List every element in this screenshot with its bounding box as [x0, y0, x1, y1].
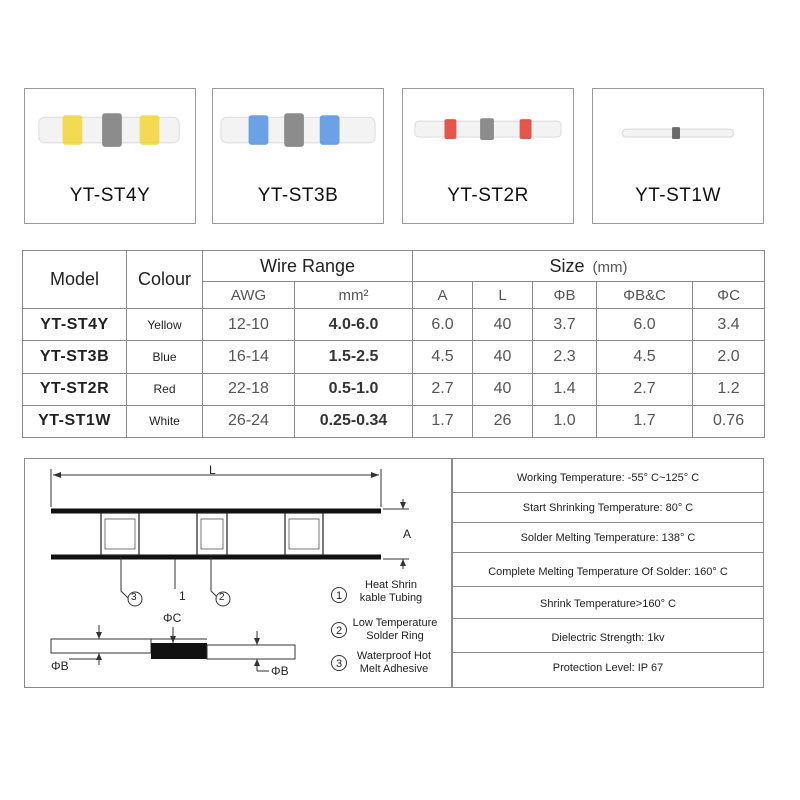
legend-text-3-line2: Melt Adhesive	[359, 663, 429, 675]
legend-text-1-line2: kable Tubing	[359, 592, 423, 604]
property-protection-level: Protection Level: IP 67	[552, 662, 664, 674]
property-working-temperature: Working Temperature: -55° C~125° C	[453, 463, 763, 493]
cell-colour: White	[127, 405, 203, 437]
cell-mm2: 1.5-2.5	[295, 341, 413, 373]
legend-text-3	[349, 650, 439, 676]
cell-awg: 22-18	[203, 373, 295, 405]
spec-table	[22, 250, 765, 438]
legend-text-3-line1: Waterproof Hot	[356, 650, 432, 662]
connector-diagram	[24, 458, 452, 688]
size-unit: (mm)	[592, 258, 628, 276]
label-phic: ΦC	[163, 611, 182, 625]
callout-3: 3	[131, 592, 137, 603]
cell-model: YT-ST4Y	[23, 309, 127, 341]
callout-1: 1	[179, 589, 186, 603]
product-name: YT-ST4Y	[69, 185, 151, 206]
legend-num-2: 2	[331, 622, 347, 638]
cell-phic: 0.76	[693, 405, 765, 437]
legend-text-1	[351, 579, 431, 605]
cell-phic: 3.4	[693, 309, 765, 341]
cell-model: YT-ST2R	[23, 373, 127, 405]
product-name: YT-ST1W	[635, 185, 721, 206]
property-complete-melting-temperature: Complete Melting Temperature Of Solder: 160° C	[453, 557, 763, 587]
product-name: YT-ST3B	[257, 185, 339, 206]
cell-a: 1.7	[413, 405, 473, 437]
cell-phib: 1.4	[533, 373, 597, 405]
cell-phibc: 2.7	[597, 373, 693, 405]
cell-mm2: 0.5-1.0	[295, 373, 413, 405]
properties-list	[452, 458, 764, 688]
product-card-st4y	[24, 88, 196, 224]
cell-awg: 12-10	[203, 309, 295, 341]
cell-awg: 26-24	[203, 405, 295, 437]
cell-l: 40	[473, 341, 533, 373]
header-a: A	[413, 282, 473, 309]
cell-a: 4.5	[413, 341, 473, 373]
header-phibc: ΦB&C	[597, 282, 693, 309]
size-label: Size	[549, 255, 585, 276]
product-photo-st3b	[213, 89, 383, 181]
cell-phibc: 4.5	[597, 341, 693, 373]
label-phib-left: ΦB	[51, 659, 69, 673]
cell-phibc: 6.0	[597, 309, 693, 341]
product-photo-st4y	[25, 89, 195, 181]
product-photo-st2r	[403, 89, 573, 181]
cell-phibc: 1.7	[597, 405, 693, 437]
product-photo-st1w	[593, 89, 763, 181]
product-card-st1w	[592, 88, 764, 224]
product-card-st3b	[212, 88, 384, 224]
property-shrink-temperature: Shrink Temperature>160° C	[453, 589, 763, 619]
cell-phib: 3.7	[533, 309, 597, 341]
label-phib-right: ΦB	[271, 664, 289, 678]
legend-text-2-line1: Low Temperature	[352, 617, 438, 629]
legend-text-2-line2: Solder Ring	[366, 630, 424, 642]
cell-colour: Blue	[127, 341, 203, 373]
label-a: A	[403, 527, 412, 541]
cell-model: YT-ST3B	[23, 341, 127, 373]
property-solder-melting-temperature: Solder Melting Temperature: 138° C	[453, 523, 763, 553]
header-phib: ΦB	[533, 282, 597, 309]
product-name: YT-ST2R	[447, 185, 529, 206]
legend-num-1: 1	[331, 587, 347, 603]
label-l: L	[209, 463, 216, 477]
header-l: L	[473, 282, 533, 309]
table-row	[23, 309, 765, 341]
legend-text-1-line1: Heat Shrin	[365, 579, 417, 591]
product-card-st2r	[402, 88, 574, 224]
cell-a: 2.7	[413, 373, 473, 405]
header-size	[413, 251, 765, 282]
header-wire-range: Wire Range	[203, 251, 413, 282]
cell-colour: Yellow	[127, 309, 203, 341]
cell-model: YT-ST1W	[23, 405, 127, 437]
legend-text-2	[347, 617, 443, 643]
cell-colour: Red	[127, 373, 203, 405]
property-start-shrinking-temperature: Start Shrinking Temperature: 80° C	[453, 493, 763, 523]
table-row	[23, 405, 765, 437]
cell-mm2: 0.25-0.34	[295, 405, 413, 437]
property-dielectric-strength: Dielectric Strength: 1kv	[453, 623, 763, 653]
cell-phib: 1.0	[533, 405, 597, 437]
cell-phib: 2.3	[533, 341, 597, 373]
table-row	[23, 341, 765, 373]
header-model: Model	[23, 251, 127, 309]
cell-l: 40	[473, 373, 533, 405]
header-phic: ΦC	[693, 282, 765, 309]
cell-a: 6.0	[413, 309, 473, 341]
cell-phic: 2.0	[693, 341, 765, 373]
callout-2: 2	[219, 592, 225, 603]
legend-num-3: 3	[331, 655, 347, 671]
cell-l: 40	[473, 309, 533, 341]
header-awg: AWG	[203, 282, 295, 309]
cell-phic: 1.2	[693, 373, 765, 405]
cell-l: 26	[473, 405, 533, 437]
cell-awg: 16-14	[203, 341, 295, 373]
table-row	[23, 373, 765, 405]
header-mm2: mm²	[295, 282, 413, 309]
header-colour: Colour	[127, 251, 203, 309]
cell-mm2: 4.0-6.0	[295, 309, 413, 341]
